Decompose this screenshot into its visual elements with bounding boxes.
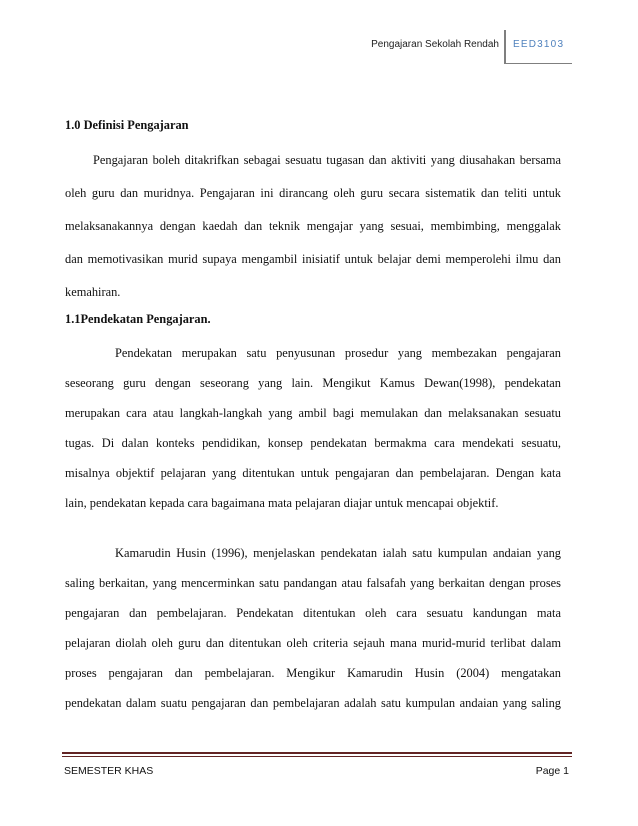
paragraph-line: tugas. Di dalan konteks pendidikan, konsep pendekatan bermakma cara mendekati sesuatu, [65,436,561,450]
footer-page-number: Page 1 [535,765,569,777]
paragraph-line: merupakan cara atau langkah-langkah yang ambil bagi memulakan dan melaksanakan sesuatu [65,406,561,420]
section-heading-definisi: 1.0 Definisi Pengajaran [65,118,189,132]
paragraph-line: Kamarudin Husin (1996), menjelaskan pendekatan ialah satu kumpulan andaian yang [115,546,561,560]
paragraph-line: proses pengajaran dan pembelajaran. Mengikur Kamarudin Husin (2004) mengatakan [65,666,561,680]
footer-rule [62,752,572,754]
paragraph-line: misalnya objektif pelajaran yang ditentukan untuk pengajaran dan pembelajaran. Dengan kata [65,466,561,480]
header-title: Pengajaran Sekolah Rendah [371,39,499,50]
footer-semester: SEMESTER KHAS [64,765,154,777]
paragraph-line: oleh guru dan muridnya. Pengajaran ini dirancang oleh guru secara sistematik dan teliti untuk [65,186,561,200]
paragraph-line: pelajaran diolah oleh guru dan ditentukan oleh criteria sejauh mana murid-murid terlibat dalam [65,636,561,650]
footer-rule-thin [62,756,572,757]
paragraph-line: pengajaran dan pembelajaran. Pendekatan ditentukan oleh cara sesuatu kandungan mata [65,606,561,620]
paragraph-line: Pengajaran boleh ditakrifkan sebagai sesuatu tugasan dan aktiviti yang diusahakan bersama [93,153,561,167]
paragraph-line: saling berkaitan, yang mencerminkan satu pandangan atau falsafah yang berkaitan dengan proses [65,576,561,590]
paragraph-line: lain, pendekatan kepada cara bagaimana mata pelajaran diajar untuk mencapai objektif. [65,496,499,510]
header-rule [504,63,572,64]
paragraph-line: pendekatan dalam suatu pengajaran dan pembelajaran adalah satu kumpulan andaian yang saling [65,696,561,710]
paragraph-line: Pendekatan merupakan satu penyusunan prosedur yang membezakan pengajaran [115,346,561,360]
paragraph-line: seseorang guru dengan seseorang yang lain. Mengikut Kamus Dewan(1998), pendekatan [65,376,561,390]
paragraph-line: kemahiran. [65,285,121,299]
section-heading-pendekatan: 1.1Pendekatan Pengajaran. [65,312,211,326]
paragraph-line: melaksanakannya dengan kaedah dan teknik mengajar yang sesuai, membimbing, menggalak [65,219,561,233]
header-divider [504,30,506,64]
header-course-code: EED3103 [513,39,565,50]
paragraph-line: dan memotivasikan murid supaya mengambil inisiatif untuk belajar demi memperolehi ilmu dan [65,252,561,266]
